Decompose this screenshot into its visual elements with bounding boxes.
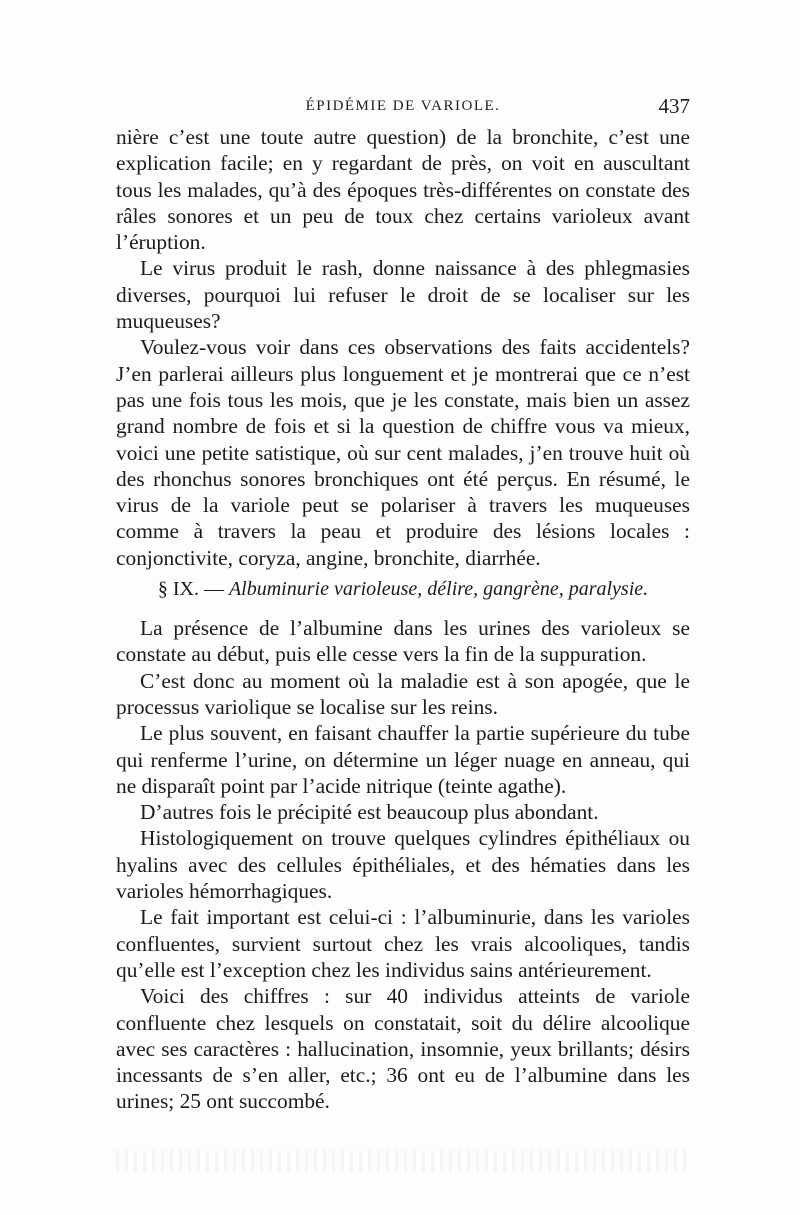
paragraph: Le plus souvent, en faisant chauffer la partie supérieure du tube qui renferme l’urine, on détermine un léger nuage en anneau, qui ne disparaît point par l’acide nitrique (teinte agathe). <box>116 721 690 798</box>
section-title: Albuminurie varioleuse, délire, gangrène, paralysie. <box>228 578 649 601</box>
paragraph: La présence de l’albumine dans les urines des varioleux se constate au début, puis elle cesse vers la fin de la suppuration. <box>116 616 690 667</box>
paragraph: Voici des chiffres : sur 40 individus atteints de variole confluente chez lesquels on constatait, soit du délire alcoolique avec ses caractères : hallucination, insomnie, yeux brillants; désirs incessants de s’en aller, etc.; 36 ont eu de l’albumine dans les urines; 25 ont succombé. <box>116 984 690 1114</box>
body-text <box>116 124 690 1115</box>
paragraph: Le virus produit le rash, donne naissance à des phlegmasies diverses, pourquoi lui refuser le droit de se localiser sur les muqueuses? <box>116 256 690 334</box>
paragraph: D’autres fois le précipité est beaucoup plus abondant. <box>140 800 599 825</box>
section-heading <box>116 576 690 602</box>
running-head: ÉPIDÉMIE DE VARIOLE. <box>305 98 501 114</box>
paragraph: nière c’est une toute autre question) de la bronchite, c’est une explication facile; en y regardant de près, on voit en auscultant tous les malades, qu’à des époques très-différentes on constate des râles sonores et un peu de toux chez certains varioleux avant l’éruption. <box>116 125 690 255</box>
paragraph: C’est donc au moment où la maladie est à son apogée, que le processus variolique se localise sur les reins. <box>116 668 690 719</box>
paragraph: Le fait important est celui-ci : l’albuminurie, dans les varioles confluentes, survient surtout chez les vrais alcooliques, tandis qu’elle est l’exception chez les individus sains antérieurement. <box>116 905 690 982</box>
page-number: 437 <box>658 94 690 118</box>
page-header <box>116 94 690 124</box>
section-number: § IX. — <box>157 578 224 601</box>
paragraph: Histologiquement on trouve quelques cylindres épithéliaux ou hyalins avec des cellules épithéliales, et des hématies dans les varioles hémorrhagiques. <box>116 826 690 904</box>
bleed-through-text <box>116 1150 690 1172</box>
paragraph: Voulez-vous voir dans ces observations des faits accidentels? J’en parlerai ailleurs plus longuement et je montrerai que ce n’est pas une fois tous les mois, que je les constate, mais bien un assez grand nombre de fois et si la question de chiffre vous va mieux, voici une petite satistique, où sur cent malades, j’en trouve huit où des rhonchus sonores bronchiques ont été perçus. En résumé, le virus de la variole peut se polariser à travers les muqueuses comme à travers la peau et produire des lésions locales : conjonctivite, coryza, angine, bronchite, diarrhée. <box>116 335 690 570</box>
